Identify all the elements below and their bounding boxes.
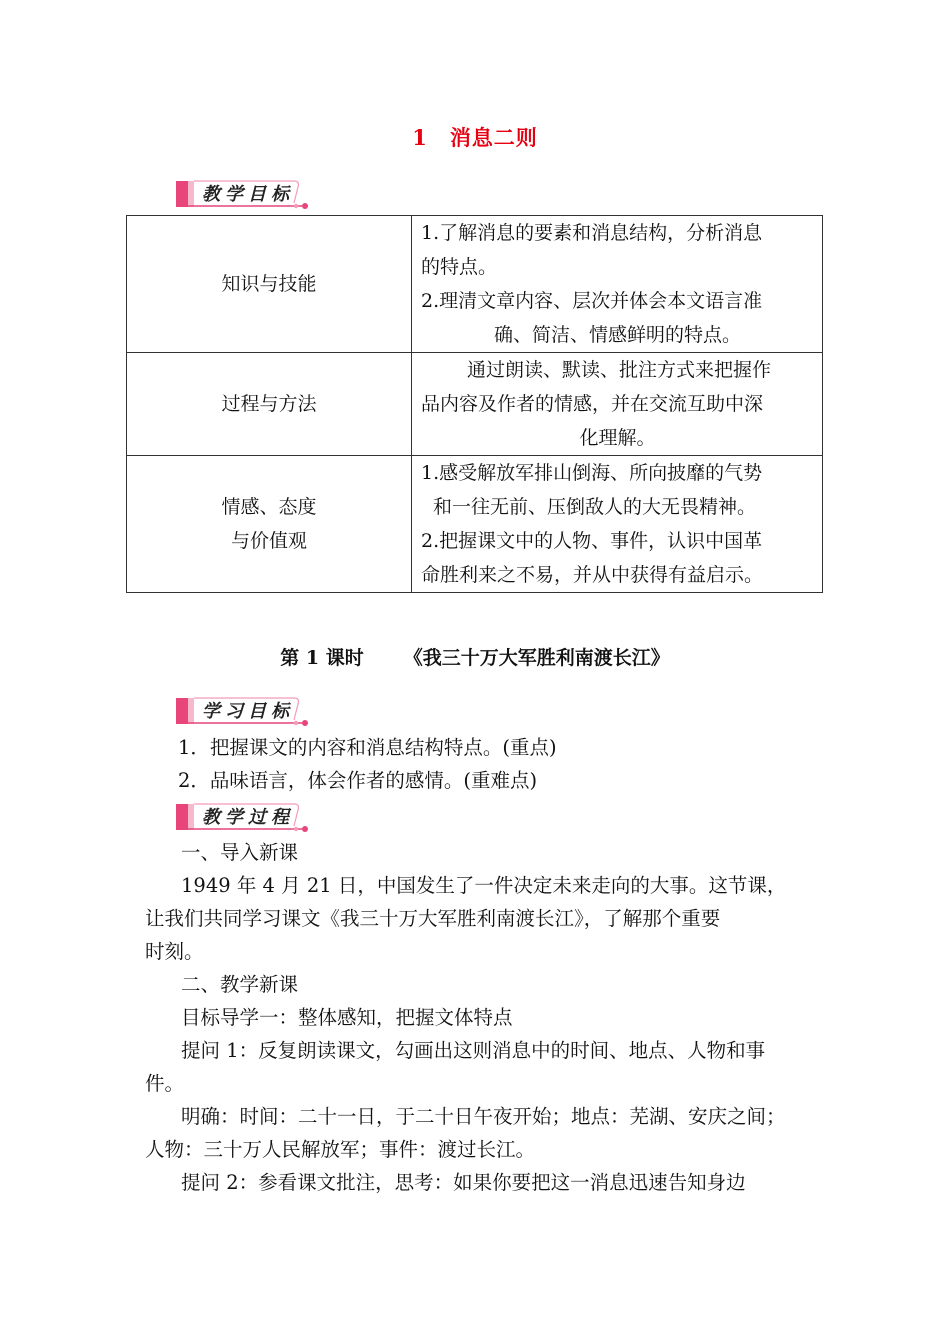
- objectives-table: [126, 215, 823, 593]
- detail-line: 化理解。: [579, 427, 656, 449]
- learning-goals-list: [178, 731, 846, 797]
- title-number: 1: [412, 125, 428, 150]
- lesson-name: 《我三十万大军胜利南渡长江》: [403, 647, 670, 669]
- guide-heading: 目标导学一：整体感知，把握文体特点: [181, 1006, 513, 1029]
- lesson-title: [0, 643, 950, 670]
- detail-line: 2.把握课文中的人物、事件，认识中国革: [421, 530, 763, 552]
- title-text: 消息二则: [449, 125, 538, 150]
- category-cell: 知识与技能: [127, 216, 412, 353]
- detail-cell: [412, 353, 823, 456]
- detail-line: 品内容及作者的情感，并在交流互助中深: [421, 393, 764, 415]
- list-item: 1．把握课文的内容和消息结构特点。(重点): [178, 736, 557, 759]
- paragraph-line: 时刻。: [145, 940, 204, 963]
- teaching-goals-badge: [174, 177, 314, 211]
- paragraph-line: 提问 2：参看课文批注，思考：如果你要把这一消息迅速告知身边: [181, 1171, 746, 1194]
- detail-line: 2.理清文章内容、层次并体会本文语言准: [421, 290, 763, 312]
- new-lesson-heading: 二、教学新课: [181, 973, 299, 996]
- detail-line: 的特点。: [421, 256, 498, 278]
- category-line: 与价值观: [230, 530, 307, 552]
- paragraph-line: 提问 1：反复朗读课文，勾画出这则消息中的时间、地点、人物和事: [181, 1039, 766, 1062]
- detail-line: 和一往无前、压倒敌人的大无畏精神。: [433, 496, 757, 518]
- detail-line: 1.感受解放军排山倒海、所向披靡的气势: [421, 462, 763, 484]
- badge-label: 教学过程: [202, 807, 294, 828]
- paragraph-line: 明确：时间：二十一日，于二十日午夜开始；地点：芜湖、安庆之间；: [181, 1105, 786, 1128]
- list-item: 2．品味语言，体会作者的感情。(重难点): [178, 769, 538, 792]
- table-row: [127, 353, 823, 456]
- category-line: 情感、态度: [221, 496, 317, 518]
- table-row: [127, 216, 823, 353]
- badge-label: 教学目标: [202, 184, 294, 205]
- category-cell: [127, 456, 412, 593]
- teaching-process-badge: [174, 800, 314, 834]
- detail-cell: [412, 216, 823, 353]
- intro-heading: 一、导入新课: [181, 841, 299, 864]
- detail-line: 1.了解消息的要素和消息结构，分析消息: [421, 222, 763, 244]
- category-cell: 过程与方法: [127, 353, 412, 456]
- detail-line: 确、简洁、情感鲜明的特点。: [493, 324, 741, 346]
- page-title: [0, 122, 950, 152]
- table-row: [127, 456, 823, 593]
- learning-goals-badge: [174, 694, 314, 728]
- lesson-period: 第 1 课时: [280, 647, 364, 669]
- paragraph-line: 人物：三十万人民解放军；事件：渡过长江。: [145, 1138, 536, 1161]
- paragraph-line: 让我们共同学习课文《我三十万大军胜利南渡长江》，了解那个重要: [145, 907, 721, 930]
- detail-cell: [412, 456, 823, 593]
- process-body: [145, 836, 813, 1199]
- paragraph-line: 件。: [145, 1072, 185, 1095]
- paragraph-line: 1949 年 4 月 21 日，中国发生了一件决定未来走向的大事。这节课，: [181, 874, 787, 897]
- badge-label: 学习目标: [202, 701, 294, 722]
- detail-line: 命胜利来之不易，并从中获得有益启示。: [421, 564, 764, 586]
- detail-line: 通过朗读、默读、批注方式来把握作: [467, 359, 772, 381]
